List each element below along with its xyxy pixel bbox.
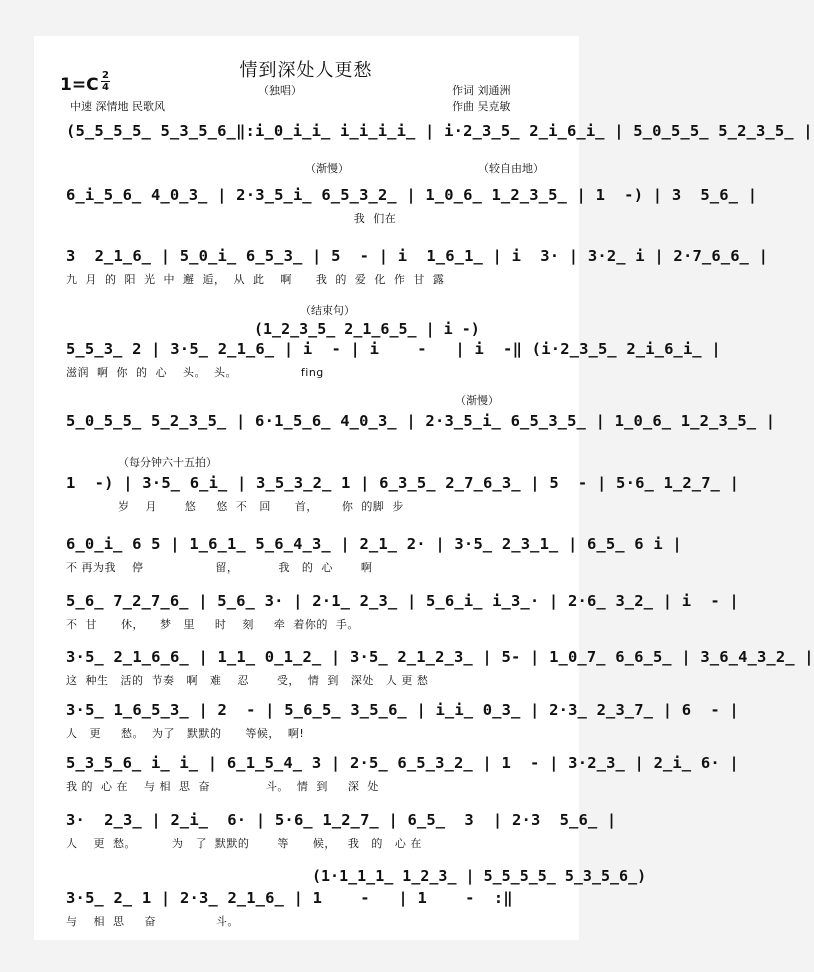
score-row [0,648,814,708]
composer: 作曲 吴克敏 [452,100,511,113]
lyric-line: 这 种生 活的 节奏 啊 难 忍 受， 情 到 深处 人 更 愁 [66,674,429,687]
notation-line: 5̲5̲3̲ 2 | 3·5̲ 2̲1̲6̲ | i - | i - | i -‖ (i·2̲3̲5̲ 2̲i̲6̲i̲ | [66,340,721,358]
notation-line: 3· 2̲3̲ | 2̲i̲ 6· | 5·6̲ 1̲2̲7̲ | 6̲5̲ 3 | 2·3 5̲6̲ | [66,811,617,829]
score-row [0,811,617,871]
notation-line: 3 2̲1̲6̲ | 5̲0̲i̲ 6̲5̲3̲ | 5 - | i 1̲6̲1̲ | i 3· | 3·2̲ i | 2·7̲6̲6̲ | [66,247,769,265]
key-signature: 1=C [60,75,99,95]
performance-note: （独唱） [258,84,302,97]
score-annotation: （结束句） [300,304,355,317]
notation-line: 5̲0̲5̲5̲ 5̲2̲3̲5̲ | 6·1̲5̲6̲ 4̲0̲3̲ | 2·3̲5̲i̲ 6̲5̲3̲5̲ | 1̲0̲6̲ 1̲2̲3̲5̲ | [66,412,776,430]
time-top: 2 [102,70,109,81]
time-bottom: 4 [102,82,109,93]
notation-line: 6̲0̲i̲ 6 5 | 1̲6̲1̲ 5̲6̲4̲3̲ | 2̲1̲ 2· | 3·5̲ 2̲3̲1̲ | 6̲5̲ 6 i | [66,535,682,553]
score-row [0,247,769,307]
notation-line: 5̲6̲ 7̲2̲7̲6̲ | 5̲6̲ 3· | 2·1̲ 2̲3̲ | 5̲6̲i̲ i̲3̲· | 2·6̲ 3̲2̲ | i - | [66,592,739,610]
lyric-line: 滋润 啊 你 的 心 头。 头。 fing [66,366,324,379]
score-row [0,394,776,472]
lyricist: 作词 刘通洲 [452,84,511,97]
score-annotation: （每分钟六十五拍） [118,456,217,469]
lyric-line: 我 的 心 在 与 相 思 奋 斗。 情 到 深 处 [66,780,379,793]
lyric-line: 不 再为我 停 留， 我 的 心 啊 [66,561,373,574]
score-row [0,701,739,761]
time-signature [101,70,110,93]
score-row [0,592,739,652]
lyric-line: 人 更 愁。 为了 默默的 等候， 啊! [66,727,305,740]
lyric-line: 岁 月 悠 悠 不 回 首， 你 的脚 步 [66,500,404,513]
score-row [0,867,647,949]
score-annotation: （渐慢） [455,394,499,407]
score-annotation: （渐慢） [305,162,349,175]
tempo-marking: 中速 深情地 民歌风 [70,100,165,113]
score-row [0,456,740,534]
notation-line: 3·5̲ 2̲1̲6̲6̲ | 1̲1̲ 0̲1̲2̲ | 3·5̲ 2̲1̲2̲3̲ | 5- | 1̲0̲7̲ 6̲6̲5̲ | 3̲6̲4̲3̲2̲ | [66,648,814,666]
lyric-line: 不 甘 休， 梦 里 时 刻 牵 着你的 手。 [66,618,359,631]
score-annotation: (1̲2̲3̲5̲ 2̲1̲6̲5̲ | i -) [254,320,480,338]
score-row [0,162,758,246]
song-title: 情到深处人更愁 [239,60,373,81]
score-row [0,304,721,400]
lyric-line: 九 月 的 阳 光 中 邂 逅， 从 此 啊 我 的 爱 化 作 甘 露 [66,273,445,286]
score-annotation: (1·1̲1̲1̲ 1̲2̲3̲ | 5̲5̲5̲5̲ 5̲3̲5̲6̲) [312,867,647,885]
lyric-line: 我 们在 [66,212,397,225]
notation-line: 6̲i̲5̲6̲ 4̲0̲3̲ | 2·3̲5̲i̲ 6̲5̲3̲2̲ | 1̲0̲6̲ 1̲2̲3̲5̲ | 1 -) | 3 5̲6̲ | [66,186,758,204]
notation-line: (5̲5̲5̲5̲ 5̲3̲5̲6̲‖:i̲0̲i̲i̲ i̲i̲i̲i̲ | i·2̲3̲5̲ 2̲i̲6̲i̲ | 5̲0̲5̲5̲ 5̲2̲3̲5̲ | [66,122,813,140]
notation-line: 3·5̲ 1̲6̲5̲3̲ | 2 - | 5̲6̲5̲ 3̲5̲6̲ | i̲i̲ 0̲3̲ | 2·3̲ 2̲3̲7̲ | 6 - | [66,701,739,719]
score-row [0,754,739,814]
score-row [0,535,682,595]
lyric-line: 与 相 思 奋 斗。 [66,915,239,928]
notation-line: 1 -) | 3·5̲ 6̲i̲ | 3̲5̲3̲2̲ 1 | 6̲3̲5̲ 2̲7̲6̲3̲ | 5 - | 5·6̲ 1̲2̲7̲ | [66,474,740,492]
notation-line: 5̲3̲5̲6̲ i̲ i̲ | 6̲1̲5̲4̲ 3 | 2·5̲ 6̲5̲3̲2̲ | 1 - | 3·2̲3̲ | 2̲i̲ 6· | [66,754,739,772]
lyric-line: 人 更 愁。 为 了 默默的 等 候， 我 的 心 在 [66,837,422,850]
score-annotation: （较自由地） [478,162,544,175]
notation-line: 3·5̲ 2̲ 1 | 2·3̲ 2̲1̲6̲ | 1 - | 1 - :‖ [66,889,513,907]
